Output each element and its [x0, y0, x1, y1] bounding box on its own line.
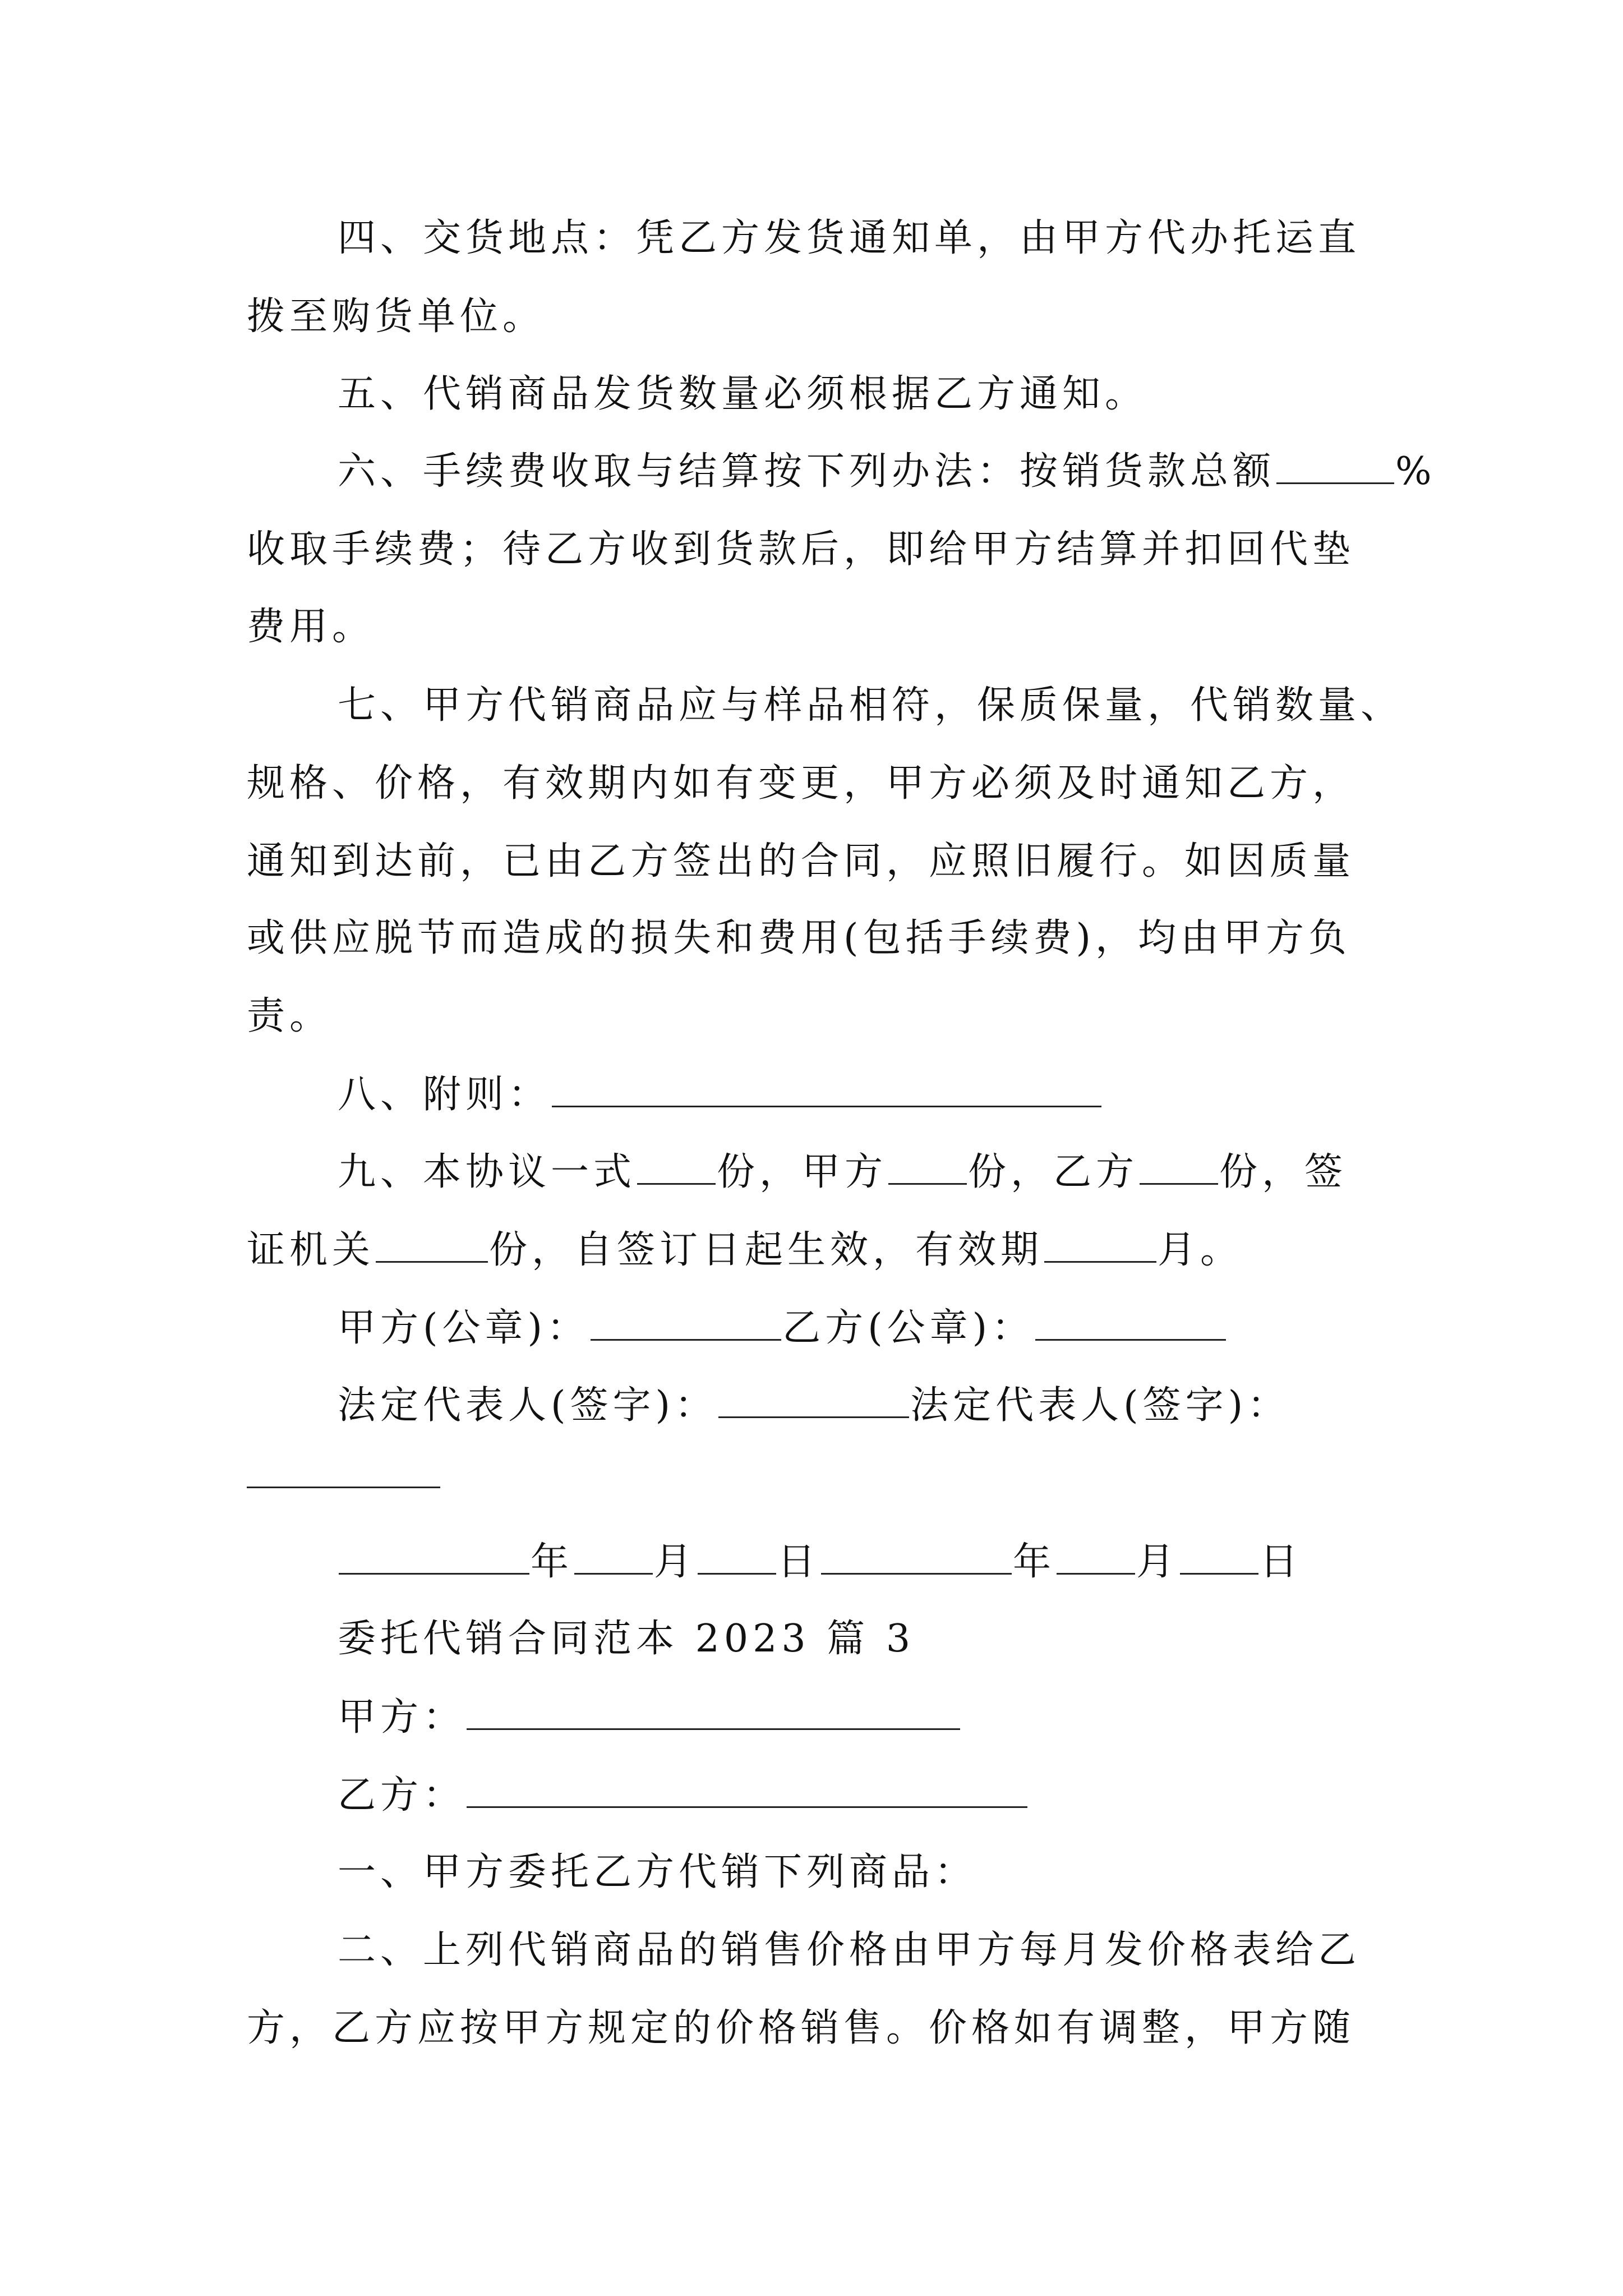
date-a-month-blank[interactable]: [574, 1539, 653, 1575]
clause-6-text-a: 六、手续费收取与结算按下列办法：按销货款总额: [338, 449, 1276, 494]
clause-9-text-a: 九、本协议一式: [338, 1150, 637, 1194]
party-a-seal-label: 甲方(公章)：: [338, 1306, 590, 1350]
clause-9-text-g: 月。: [1158, 1228, 1243, 1272]
clause-3-1: 一、甲方委托乙方代销下列商品：: [338, 1850, 978, 1894]
party-a-label: 甲方：: [338, 1695, 466, 1740]
clause-7-line-1: 七、甲方代销商品应与样品相符，保质保量，代销数量、: [338, 683, 1404, 728]
party-b-seal-label: 乙方(公章)：: [782, 1306, 1035, 1350]
representative-line: [338, 1383, 1290, 1428]
clause-7-line-3: 通知到达前，已由乙方签出的合同，应照旧履行。如因质量: [247, 839, 1355, 884]
clause-3-2-line-2: 方，乙方应按甲方规定的价格销售。价格如有调整，甲方随: [247, 2006, 1355, 2050]
clause-8: [338, 1072, 1103, 1117]
appendix-blank[interactable]: [552, 1072, 1101, 1107]
clause-9-text-c: 份，乙方: [968, 1150, 1139, 1194]
clause-6-text-b: %: [1395, 449, 1436, 494]
date-line: [338, 1539, 1302, 1585]
clause-7-line-5: 责。: [247, 994, 333, 1038]
seal-line: [338, 1305, 1227, 1351]
party-b-line: [338, 1773, 1029, 1818]
clause-7-line-4: 或供应脱节而造成的损失和费用(包括手续费)，均由甲方负: [247, 916, 1352, 960]
clause-9-text-b: 份，甲方: [717, 1150, 888, 1194]
clause-9-line-1: [338, 1149, 1347, 1195]
party-b-name-blank[interactable]: [467, 1773, 1027, 1808]
section-heading-3: 委托代销合同范本 2023 篇 3: [338, 1617, 915, 1661]
clause-4-line-2: 拨至购货单位。: [247, 295, 546, 339]
party-b-rep-label: 法定代表人(签字)：: [910, 1383, 1290, 1428]
party-a-name-blank[interactable]: [467, 1695, 960, 1730]
party-a-line: [338, 1695, 961, 1740]
fee-percent-blank[interactable]: [1276, 449, 1394, 484]
clause-9-text-e: 证机关: [247, 1228, 375, 1272]
party-b-label: 乙方：: [338, 1773, 466, 1818]
party-a-rep-label: 法定代表人(签字)：: [338, 1383, 718, 1428]
copies-authority-blank[interactable]: [376, 1227, 488, 1263]
date-b-day-blank[interactable]: [1180, 1539, 1258, 1575]
clause-8-label: 八、附则：: [338, 1073, 551, 1117]
date-a-month-label: 月: [654, 1540, 697, 1584]
clause-6-line-3: 费用。: [247, 605, 375, 649]
date-a-day-blank[interactable]: [698, 1539, 776, 1575]
date-b-month-blank[interactable]: [1057, 1539, 1135, 1575]
party-a-seal-blank[interactable]: [591, 1305, 781, 1341]
clause-9-text-d: 份，签: [1219, 1150, 1348, 1194]
copies-party-a-blank[interactable]: [888, 1149, 967, 1185]
date-b-year-blank[interactable]: [821, 1539, 1012, 1575]
party-b-rep-blank[interactable]: [247, 1487, 440, 1488]
copies-total-blank[interactable]: [637, 1149, 716, 1185]
date-a-day-label: 日: [777, 1540, 820, 1584]
copies-party-b-blank[interactable]: [1140, 1149, 1218, 1185]
clause-6-line-2: 收取手续费；待乙方收到货款后，即给甲方结算并扣回代垫: [247, 527, 1355, 572]
clause-7-line-2: 规格、价格，有效期内如有变更，甲方必须及时通知乙方，: [247, 761, 1355, 806]
clause-3-2-line-1: 二、上列代销商品的销售价格由甲方每月发价格表给乙: [338, 1928, 1361, 1972]
date-b-year-label: 年: [1013, 1540, 1056, 1584]
clause-4-line-1: 四、交货地点：凭乙方发货通知单，由甲方代办托运直: [338, 216, 1361, 260]
party-a-rep-blank[interactable]: [718, 1383, 909, 1418]
clause-6-line-1: [338, 449, 1436, 494]
date-a-year-blank[interactable]: [339, 1539, 529, 1575]
date-b-month-label: 月: [1136, 1540, 1179, 1584]
date-b-day-label: 日: [1260, 1540, 1303, 1584]
party-b-seal-blank[interactable]: [1035, 1305, 1226, 1341]
clause-9-text-f: 份，自签订日起生效，有效期: [489, 1228, 1044, 1272]
validity-months-blank[interactable]: [1044, 1227, 1156, 1263]
clause-5: 五、代销商品发货数量必须根据乙方通知。: [338, 372, 1148, 416]
date-a-year-label: 年: [531, 1540, 574, 1584]
clause-9-line-2: [247, 1227, 1243, 1273]
